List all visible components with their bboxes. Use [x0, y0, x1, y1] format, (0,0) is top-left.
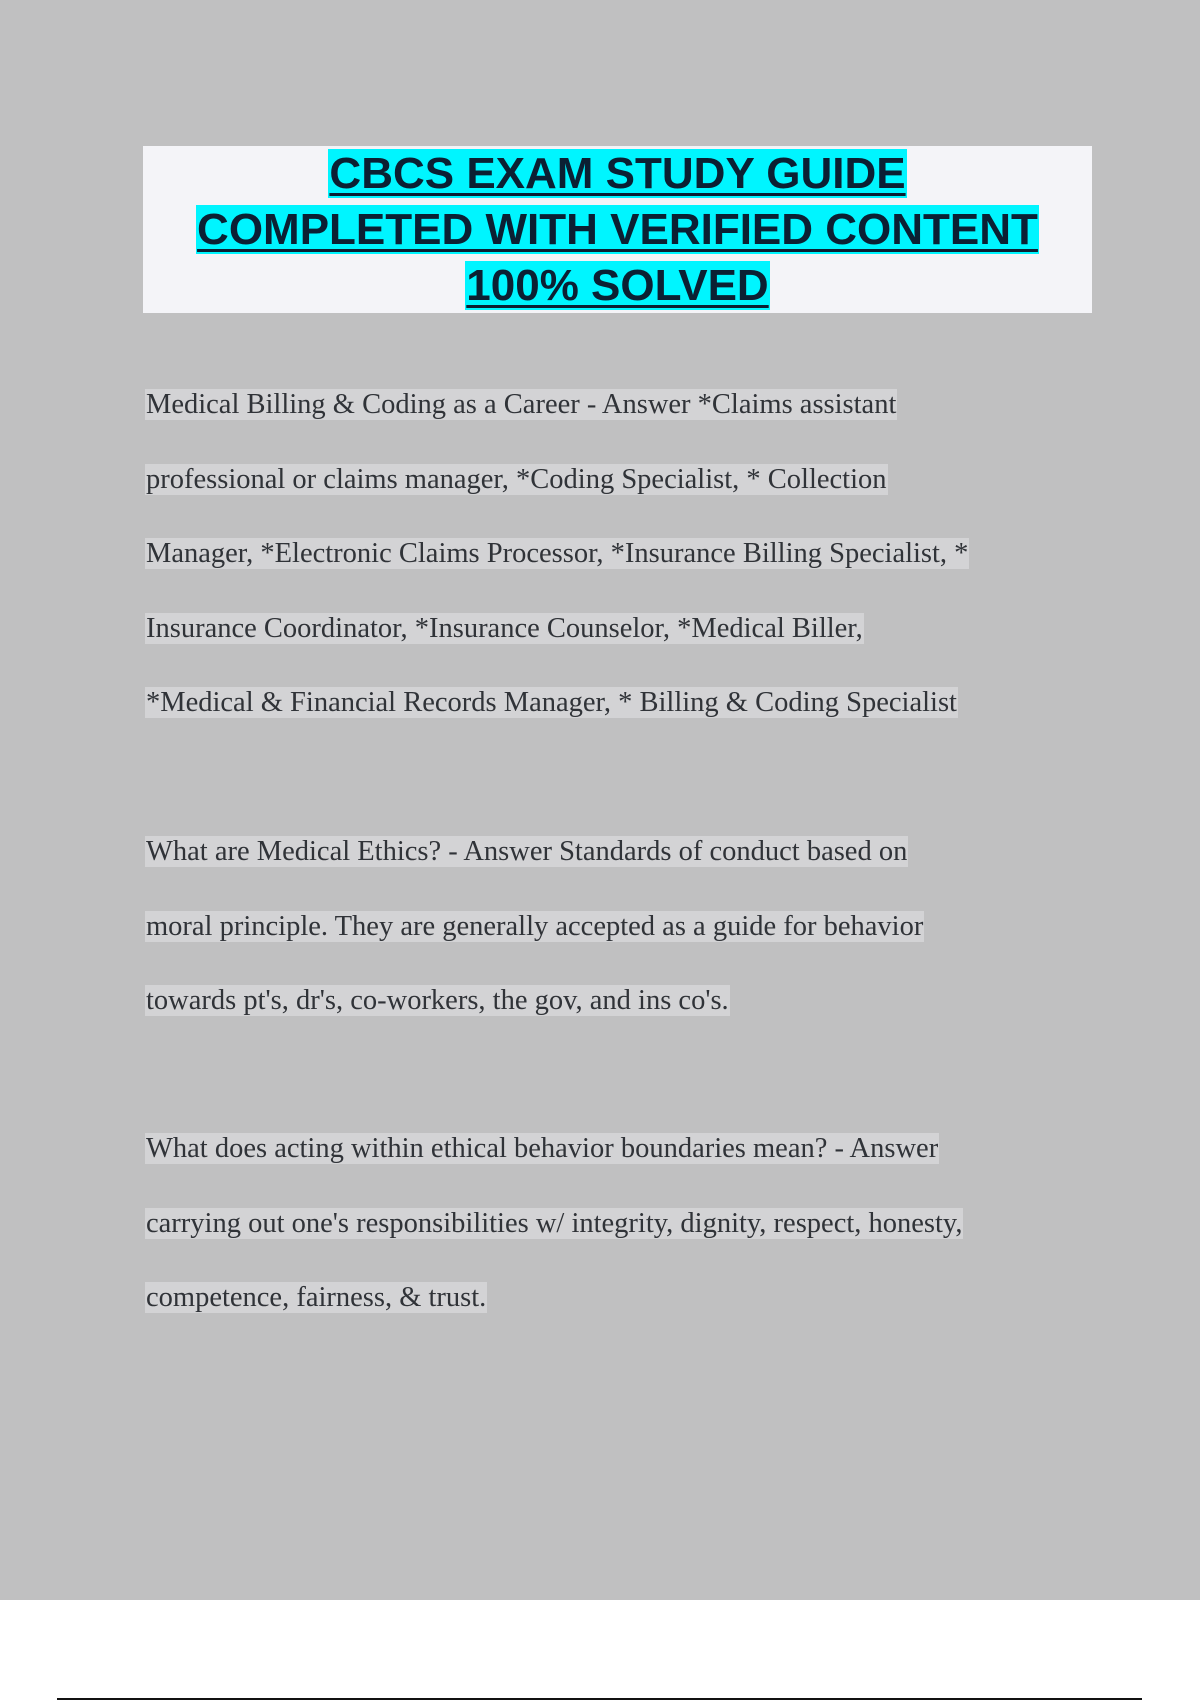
qa-line: carrying out one's responsibilities w/ integrity, dignity, respect, honesty, [146, 1207, 963, 1239]
qa-line: Medical Billing & Coding as a Career - Answer *Claims assistant [146, 389, 897, 420]
qa-line: Manager, *Electronic Claims Processor, *Insurance Billing Specialist, * [146, 538, 969, 569]
qa-line: competence, fairness, & trust. [146, 1282, 487, 1313]
qa-line: What does acting within ethical behavior boundaries mean? - Answer [146, 1133, 939, 1164]
qa-line: towards pt's, dr's, co-workers, the gov, and ins co's. [146, 985, 729, 1016]
qa-item-ethical-boundaries [145, 1129, 1105, 1353]
qa-line: professional or claims manager, *Coding Specialist, * Collection [146, 463, 887, 495]
title-line: CBCS EXAM STUDY GUIDE [329, 149, 906, 198]
qa-item-career [145, 385, 1105, 758]
title-line: COMPLETED WITH VERIFIED CONTENT [197, 205, 1038, 254]
qa-line: Insurance Coordinator, *Insurance Counselor, *Medical Biller, [146, 612, 863, 644]
qa-line: *Medical & Financial Records Manager, * Billing & Coding Specialist [146, 687, 957, 718]
document-title [143, 146, 1092, 313]
title-line: 100% SOLVED [466, 261, 769, 310]
qa-line: moral principle. They are generally accepted as a guide for behavior [146, 910, 924, 942]
qa-item-medical-ethics [145, 832, 1105, 1056]
qa-line: What are Medical Ethics? - Answer Standards of conduct based on [146, 836, 908, 867]
